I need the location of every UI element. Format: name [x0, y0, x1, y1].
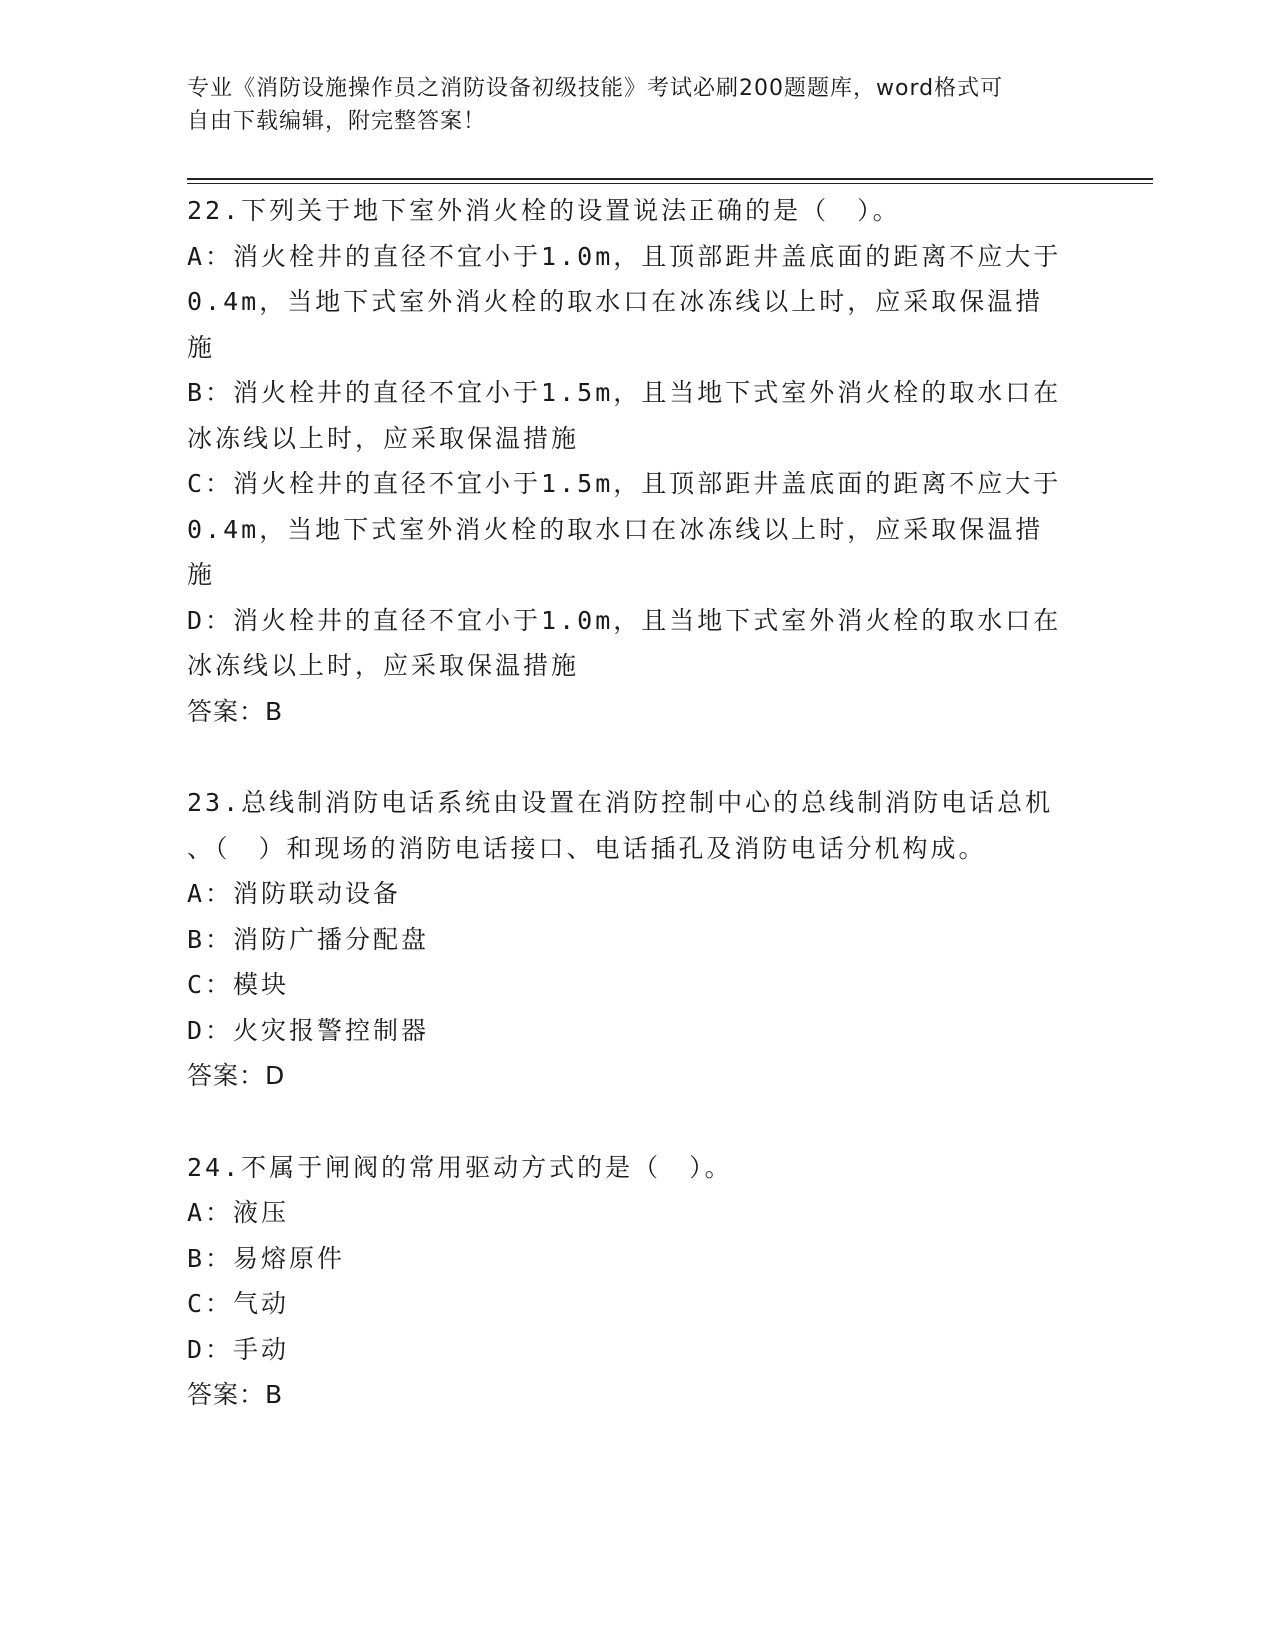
option-line: B：消火栓井的直径不宜小于1.5m，且当地下式室外消火栓的取水口在 [187, 378, 1062, 407]
option-line: D：消火栓井的直径不宜小于1.0m，且当地下式室外消火栓的取水口在 [187, 605, 1062, 635]
question-stem: 24.不属于闸阀的常用驱动方式的是（ ）。 [187, 1152, 733, 1182]
header-title-line-2: 自由下载编辑，附完整答案！ [187, 109, 487, 134]
answer-label: 答案：B [187, 696, 284, 726]
option-b: B：易熔原件 [187, 1243, 346, 1273]
question-block [187, 1145, 1087, 1418]
document-header [187, 72, 1087, 138]
option-a: A：液压 [187, 1198, 290, 1227]
option-c [187, 461, 1087, 598]
question-block [187, 780, 1087, 1099]
option-line: 施 [187, 332, 216, 362]
question-stem: 23.总线制消防电话系统由设置在消防控制中心的总线制消防电话总机 [187, 788, 1054, 817]
option-line: 0.4m，当地下式室外消火栓的取水口在冰冻线以上时，应采取保温措 [187, 514, 1044, 544]
option-b [187, 370, 1087, 461]
answer-label: 答案：B [187, 1380, 284, 1409]
option-line: 冰冻线以上时，应采取保温措施 [187, 651, 580, 680]
header-title-line-1: 专业《消防设施操作员之消防设备初级技能》考试必刷200题题库，word格式可 [187, 76, 1004, 101]
option-b: B：消防广播分配盘 [187, 924, 430, 954]
option-d: D：火灾报警控制器 [187, 1015, 430, 1045]
question-stem: 22.下列关于地下室外消火栓的设置说法正确的是（ ）。 [187, 196, 901, 225]
option-c: C：气动 [187, 1289, 290, 1318]
option-line: C：消火栓井的直径不宜小于1.5m，且顶部距井盖底面的距离不应大于 [187, 469, 1062, 498]
answer-label: 答案：D [187, 1061, 286, 1090]
question-list [187, 188, 1087, 1418]
question-stem: 、（ ）和现场的消防电话接口、电话插孔及消防电话分机构成。 [187, 833, 987, 863]
header-divider-thin [187, 183, 1153, 184]
option-a [187, 234, 1087, 371]
header-divider [187, 178, 1153, 180]
option-a: A：消防联动设备 [187, 879, 402, 908]
option-d [187, 598, 1087, 689]
question-block [187, 188, 1087, 734]
option-line: A：消火栓井的直径不宜小于1.0m，且顶部距井盖底面的距离不应大于 [187, 241, 1062, 271]
option-line: 0.4m，当地下式室外消火栓的取水口在冰冻线以上时，应采取保温措 [187, 287, 1044, 316]
option-line: 施 [187, 560, 216, 589]
option-line: 冰冻线以上时，应采取保温措施 [187, 423, 580, 453]
option-d: D：手动 [187, 1334, 290, 1364]
option-c: C：模块 [187, 970, 290, 999]
